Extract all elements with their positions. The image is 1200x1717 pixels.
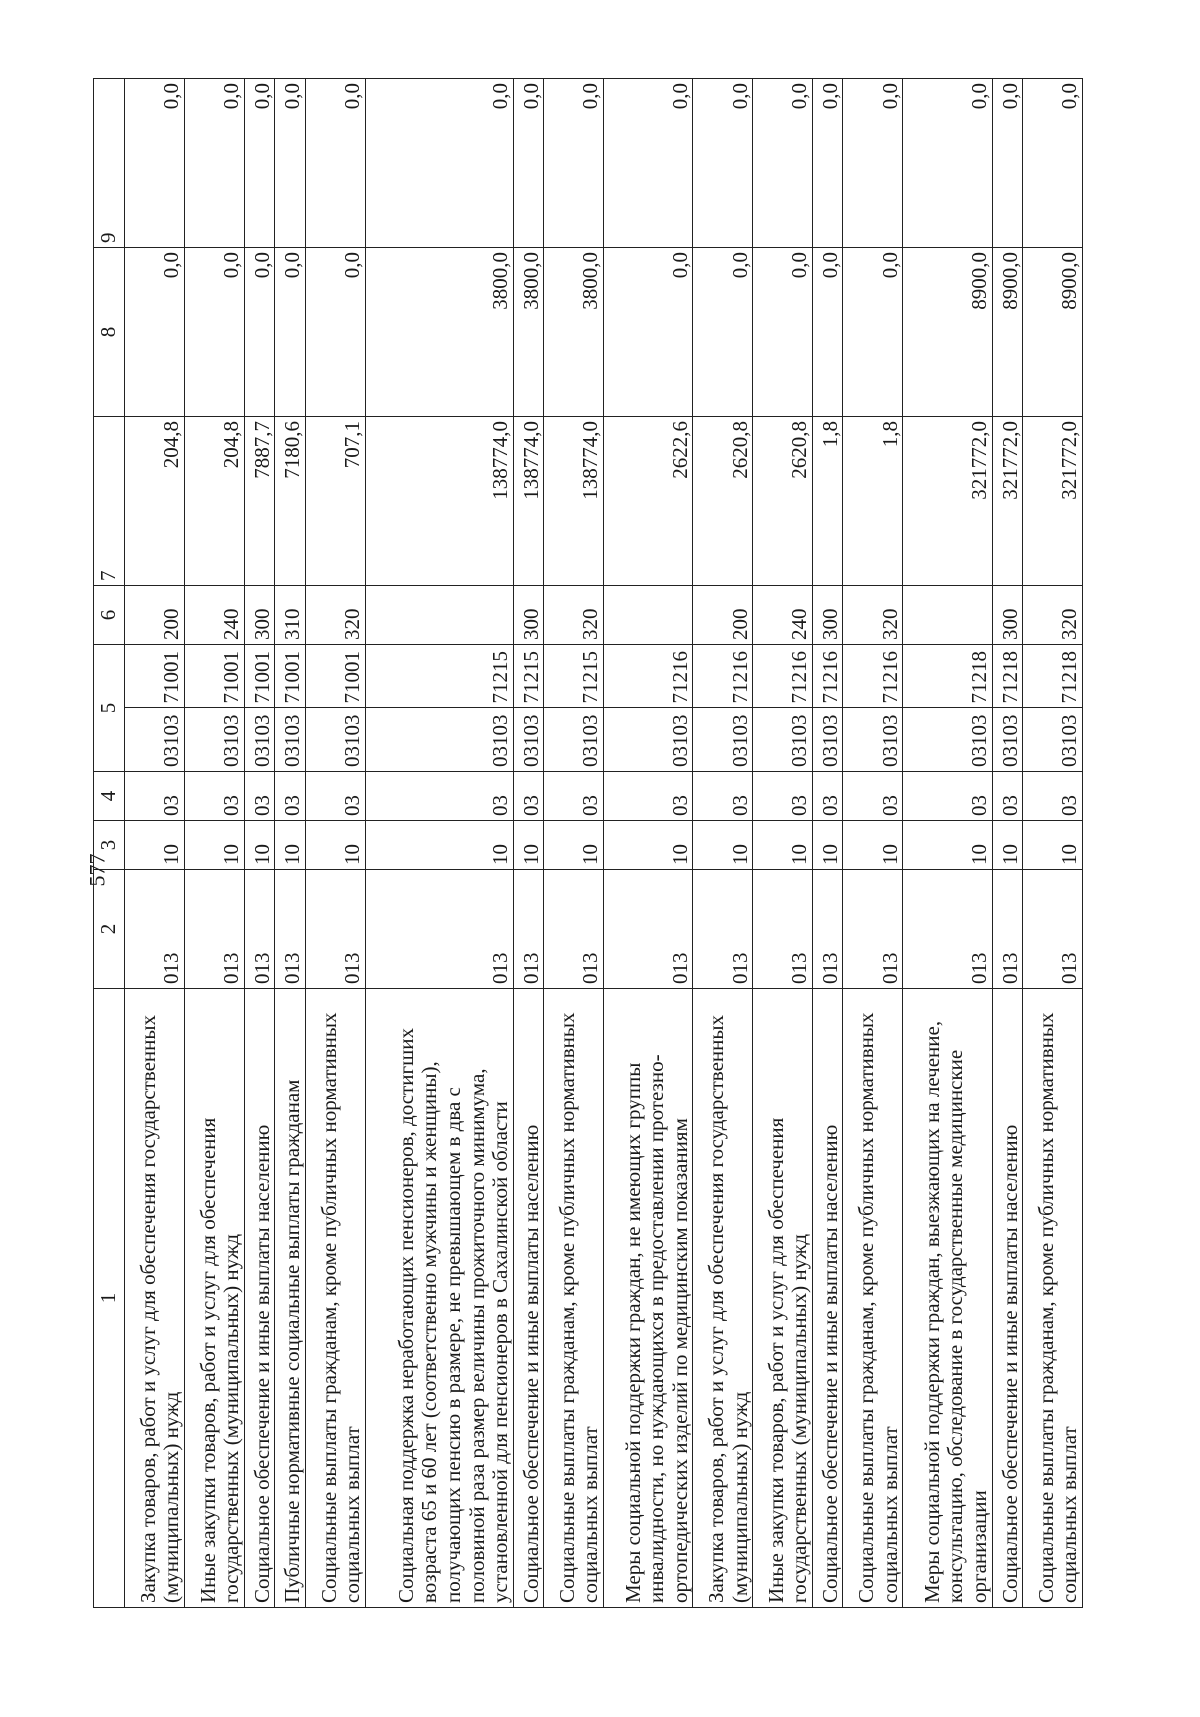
table-header [94, 79, 125, 1608]
row-subsection: 03 [125, 772, 185, 821]
row-amount-7: 2622,6 [603, 417, 692, 586]
table-row [125, 79, 185, 1608]
row-amount-7: 2620,8 [753, 417, 813, 586]
row-amount-9: 0,0 [305, 79, 365, 248]
row-target-code: 71218 [903, 645, 992, 709]
row-program-code: 03103 [544, 708, 604, 772]
row-program-code: 03103 [693, 708, 753, 772]
row-target-code: 71216 [693, 645, 753, 709]
row-program-code: 03103 [753, 708, 813, 772]
row-program-code: 03103 [275, 708, 306, 772]
row-amount-9: 0,0 [125, 79, 185, 248]
row-code-admin: 013 [544, 870, 604, 989]
table-row [244, 79, 275, 1608]
row-amount-7: 321772,0 [1023, 417, 1083, 586]
row-expense-type [603, 586, 692, 645]
row-amount-7: 138774,0 [513, 417, 544, 586]
row-code-admin: 013 [843, 870, 903, 989]
row-amount-9: 0,0 [812, 79, 843, 248]
row-code-admin: 013 [513, 870, 544, 989]
row-section: 10 [275, 821, 306, 870]
page-number: 577 [84, 853, 110, 887]
row-amount-8: 0,0 [125, 248, 185, 417]
row-amount-9: 0,0 [903, 79, 992, 248]
row-section: 10 [1023, 821, 1083, 870]
row-code-admin: 013 [753, 870, 813, 989]
row-subsection: 03 [275, 772, 306, 821]
row-amount-8: 3800,0 [513, 248, 544, 417]
row-subsection: 03 [544, 772, 604, 821]
row-amount-7: 707,1 [305, 417, 365, 586]
row-amount-8: 0,0 [603, 248, 692, 417]
row-target-code: 71215 [365, 645, 513, 709]
header-col-4: 4 [94, 772, 125, 821]
row-amount-7: 204,8 [184, 417, 244, 586]
row-amount-7: 7887,7 [244, 417, 275, 586]
row-amount-8: 8900,0 [992, 248, 1023, 417]
table-row [603, 79, 692, 1608]
header-col-5: 5 [94, 645, 125, 772]
row-code-admin: 013 [1023, 870, 1083, 989]
row-section: 10 [992, 821, 1023, 870]
row-amount-7: 7180,6 [275, 417, 306, 586]
row-code-admin: 013 [244, 870, 275, 989]
row-expense-type: 320 [1023, 586, 1083, 645]
row-amount-8: 3800,0 [544, 248, 604, 417]
row-amount-8: 0,0 [275, 248, 306, 417]
row-program-code: 03103 [903, 708, 992, 772]
header-col-2: 2 [94, 870, 125, 989]
row-amount-9: 0,0 [365, 79, 513, 248]
row-section: 10 [125, 821, 185, 870]
row-section: 10 [903, 821, 992, 870]
row-program-code: 03103 [244, 708, 275, 772]
row-name: Социальное обеспечение и иные выплаты населению [513, 989, 544, 1608]
row-program-code: 03103 [184, 708, 244, 772]
row-subsection: 03 [513, 772, 544, 821]
row-code-admin: 013 [275, 870, 306, 989]
row-section: 10 [693, 821, 753, 870]
table-body [125, 79, 1083, 1608]
table-row [275, 79, 306, 1608]
row-target-code: 71001 [275, 645, 306, 709]
row-code-admin: 013 [693, 870, 753, 989]
row-expense-type: 300 [513, 586, 544, 645]
row-amount-9: 0,0 [753, 79, 813, 248]
row-subsection: 03 [365, 772, 513, 821]
row-program-code: 03103 [843, 708, 903, 772]
row-amount-8: 0,0 [305, 248, 365, 417]
row-amount-7: 138774,0 [365, 417, 513, 586]
row-target-code: 71218 [992, 645, 1023, 709]
row-target-code: 71001 [125, 645, 185, 709]
row-program-code: 03103 [125, 708, 185, 772]
row-program-code: 03103 [305, 708, 365, 772]
row-amount-8: 0,0 [812, 248, 843, 417]
row-expense-type: 320 [305, 586, 365, 645]
row-expense-type [365, 586, 513, 645]
table-row [903, 79, 992, 1608]
row-name: Социальные выплаты гражданам, кроме публичных нормативных социальных выплат [305, 989, 365, 1608]
table-row [365, 79, 513, 1608]
row-target-code: 71216 [812, 645, 843, 709]
row-section: 10 [365, 821, 513, 870]
table-row [1023, 79, 1083, 1608]
row-subsection: 03 [992, 772, 1023, 821]
row-target-code: 71001 [184, 645, 244, 709]
table-row [693, 79, 753, 1608]
row-subsection: 03 [244, 772, 275, 821]
row-expense-type: 240 [184, 586, 244, 645]
row-program-code: 03103 [812, 708, 843, 772]
table-row [305, 79, 365, 1608]
row-amount-9: 0,0 [275, 79, 306, 248]
header-col-3: 3 [94, 821, 125, 870]
row-name: Иные закупки товаров, работ и услуг для обеспечения государственных (муниципальных) нужд [753, 989, 813, 1608]
header-col-8: 8 [94, 248, 125, 417]
row-subsection: 03 [603, 772, 692, 821]
row-code-admin: 013 [125, 870, 185, 989]
row-code-admin: 013 [305, 870, 365, 989]
row-amount-7: 1,8 [812, 417, 843, 586]
row-code-admin: 013 [603, 870, 692, 989]
row-name: Социальное обеспечение и иные выплаты населению [244, 989, 275, 1608]
table-row [992, 79, 1023, 1608]
row-code-admin: 013 [992, 870, 1023, 989]
row-amount-9: 0,0 [1023, 79, 1083, 248]
row-target-code: 71215 [513, 645, 544, 709]
budget-table [93, 78, 1083, 1608]
table-row [843, 79, 903, 1608]
row-target-code: 71216 [603, 645, 692, 709]
row-name: Социальное обеспечение и иные выплаты населению [812, 989, 843, 1608]
row-amount-7: 321772,0 [992, 417, 1023, 586]
row-section: 10 [753, 821, 813, 870]
row-expense-type: 320 [544, 586, 604, 645]
row-amount-9: 0,0 [184, 79, 244, 248]
row-subsection: 03 [305, 772, 365, 821]
row-name: Меры социальной поддержки граждан, выезжающих на лечение, консультацию, обследование в государственные медицинские организации [903, 989, 992, 1608]
header-col-7: 7 [94, 417, 125, 586]
row-amount-8: 8900,0 [903, 248, 992, 417]
row-subsection: 03 [693, 772, 753, 821]
row-section: 10 [544, 821, 604, 870]
row-amount-9: 0,0 [693, 79, 753, 248]
row-expense-type: 300 [244, 586, 275, 645]
row-amount-7: 2620,8 [693, 417, 753, 586]
row-amount-8: 8900,0 [1023, 248, 1083, 417]
row-code-admin: 013 [184, 870, 244, 989]
row-amount-7: 204,8 [125, 417, 185, 586]
row-amount-9: 0,0 [513, 79, 544, 248]
row-amount-9: 0,0 [992, 79, 1023, 248]
row-section: 10 [184, 821, 244, 870]
row-amount-9: 0,0 [544, 79, 604, 248]
table-row [513, 79, 544, 1608]
row-amount-9: 0,0 [843, 79, 903, 248]
row-amount-9: 0,0 [244, 79, 275, 248]
row-name: Социальные выплаты гражданам, кроме публичных нормативных социальных выплат [544, 989, 604, 1608]
row-expense-type: 240 [753, 586, 813, 645]
row-amount-8: 0,0 [753, 248, 813, 417]
row-program-code: 03103 [603, 708, 692, 772]
header-col-9: 9 [94, 79, 125, 248]
row-expense-type: 200 [125, 586, 185, 645]
row-target-code: 71216 [753, 645, 813, 709]
row-amount-8: 3800,0 [365, 248, 513, 417]
row-section: 10 [843, 821, 903, 870]
row-target-code: 71001 [244, 645, 275, 709]
row-section: 10 [812, 821, 843, 870]
row-subsection: 03 [1023, 772, 1083, 821]
table-row [753, 79, 813, 1608]
row-name: Меры социальной поддержки граждан, не имеющих группы инвалидности, но нуждающихся в предоставлении протезно-ортопедических изделий по медицинским показаниям [603, 989, 692, 1608]
row-amount-7: 321772,0 [903, 417, 992, 586]
row-expense-type: 200 [693, 586, 753, 645]
row-target-code: 71216 [843, 645, 903, 709]
header-col-6: 6 [94, 586, 125, 645]
row-program-code: 03103 [513, 708, 544, 772]
row-amount-7: 1,8 [843, 417, 903, 586]
row-name: Социальное обеспечение и иные выплаты населению [992, 989, 1023, 1608]
row-subsection: 03 [184, 772, 244, 821]
row-target-code: 71001 [305, 645, 365, 709]
rotated-table-container [93, 78, 1083, 1608]
row-name: Социальные выплаты гражданам, кроме публичных нормативных социальных выплат [1023, 989, 1083, 1608]
table-row [544, 79, 604, 1608]
row-target-code: 71215 [544, 645, 604, 709]
header-row [94, 79, 125, 1608]
table-row [184, 79, 244, 1608]
row-amount-7: 138774,0 [544, 417, 604, 586]
row-subsection: 03 [812, 772, 843, 821]
row-name: Социальные выплаты гражданам, кроме публичных нормативных социальных выплат [843, 989, 903, 1608]
row-amount-9: 0,0 [603, 79, 692, 248]
row-name: Закупка товаров, работ и услуг для обеспечения государственных (муниципальных) нужд [693, 989, 753, 1608]
row-subsection: 03 [903, 772, 992, 821]
row-expense-type [903, 586, 992, 645]
row-code-admin: 013 [365, 870, 513, 989]
row-code-admin: 013 [812, 870, 843, 989]
row-expense-type: 310 [275, 586, 306, 645]
row-amount-8: 0,0 [244, 248, 275, 417]
row-name: Социальная поддержка неработающих пенсионеров, достигших возраста 65 и 60 лет (соответственно мужчины и женщины), получающих пенсию в размере, не превышающем в два с половиной раза размер величины прожиточного минимума, установленной для пенсионеров в Сахалинской области [365, 989, 513, 1608]
row-program-code: 03103 [365, 708, 513, 772]
header-col-1: 1 [94, 989, 125, 1608]
row-expense-type: 320 [843, 586, 903, 645]
row-amount-8: 0,0 [693, 248, 753, 417]
row-name: Иные закупки товаров, работ и услуг для обеспечения государственных (муниципальных) нужд [184, 989, 244, 1608]
row-expense-type: 300 [812, 586, 843, 645]
table-row [812, 79, 843, 1608]
row-subsection: 03 [753, 772, 813, 821]
row-program-code: 03103 [1023, 708, 1083, 772]
row-name: Публичные нормативные социальные выплаты гражданам [275, 989, 306, 1608]
row-name: Закупка товаров, работ и услуг для обеспечения государственных (муниципальных) нужд [125, 989, 185, 1608]
row-expense-type: 300 [992, 586, 1023, 645]
row-code-admin: 013 [903, 870, 992, 989]
row-section: 10 [513, 821, 544, 870]
row-section: 10 [305, 821, 365, 870]
row-subsection: 03 [843, 772, 903, 821]
row-section: 10 [603, 821, 692, 870]
row-amount-8: 0,0 [843, 248, 903, 417]
row-program-code: 03103 [992, 708, 1023, 772]
row-amount-8: 0,0 [184, 248, 244, 417]
row-section: 10 [244, 821, 275, 870]
row-target-code: 71218 [1023, 645, 1083, 709]
